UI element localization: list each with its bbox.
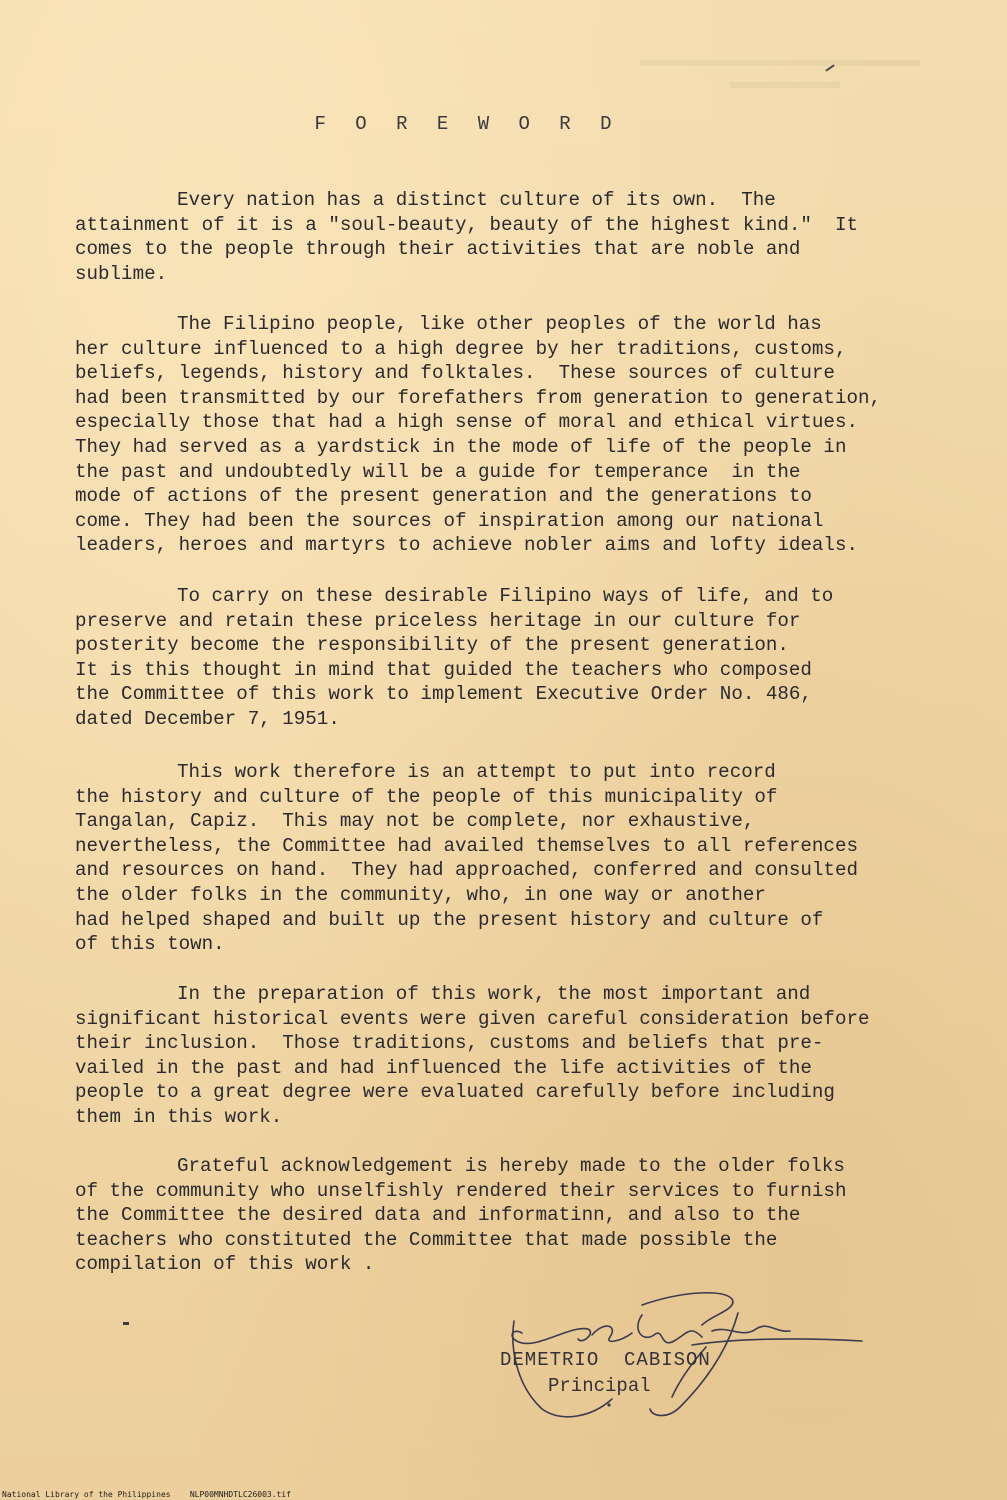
text-line: This work therefore is an attempt to put into record — [177, 761, 776, 783]
text-line: leaders, heroes and martyrs to achieve nobler aims and lofty ideals. — [75, 534, 858, 557]
text-line: attainment of it is a "soul-beauty, beauty of the highest kind." It — [75, 213, 858, 236]
text-line: It is this thought in mind that guided the teachers who composed — [75, 658, 812, 681]
text-line: of this town. — [75, 933, 225, 956]
text-line: come. They had been the sources of inspiration among our national — [75, 509, 824, 532]
text-line: teachers who constituted the Committee that made possible the — [75, 1228, 778, 1251]
text-line: them in this work. — [75, 1105, 283, 1128]
text-line: compilation of this work . — [75, 1253, 375, 1276]
text-line: They had served as a yardstick in the mode of life of the people in — [75, 435, 847, 458]
text-line: Every nation has a distinct culture of its own. The — [177, 189, 776, 211]
text-line: had helped shaped and built up the present history and culture of — [75, 908, 824, 931]
text-line: significant historical events were given careful consideration before — [75, 1007, 870, 1030]
text-line: the older folks in the community, who, in one way or another — [75, 883, 766, 906]
signatory-name: DEMETRIO CABISON — [500, 1349, 711, 1371]
bleed-through-text — [640, 52, 940, 112]
text-line: In the preparation of this work, the most important and — [177, 983, 811, 1005]
paragraph — [75, 188, 945, 286]
text-line: people to a great degree were evaluated carefully before including — [75, 1081, 835, 1104]
paragraph — [75, 584, 945, 732]
paragraph — [75, 1154, 945, 1277]
page-title: F O R E W O R D — [314, 113, 621, 135]
archive-footer: National Library of the Philippines NLP00MNHDTLC26003.tif — [2, 1490, 291, 1499]
paragraph — [75, 982, 945, 1130]
text-line: mode of actions of the present generation and the generations to — [75, 485, 812, 508]
text-line: had been transmitted by our forefathers from generation to generation, — [75, 386, 882, 409]
text-line: her culture influenced to a high degree by her traditions, customs, — [75, 337, 847, 360]
text-line: of the community who unselfishly rendered their services to furnish — [75, 1179, 847, 1202]
text-line: vailed in the past and had influenced the life activities of the — [75, 1056, 812, 1079]
text-line: The Filipino people, like other peoples of the world has — [177, 313, 822, 335]
signatory-title: Principal — [548, 1375, 651, 1397]
text-line: sublime. — [75, 262, 168, 285]
text-line: dated December 7, 1951. — [75, 707, 340, 730]
paragraph — [75, 760, 945, 957]
paragraph — [75, 312, 945, 558]
text-line: nevertheless, the Committee had availed themselves to all references — [75, 834, 858, 857]
text-line: the past and undoubtedly will be a guide for temperance in the — [75, 460, 801, 483]
text-line: especially those that had a high sense of moral and ethical virtues. — [75, 411, 858, 434]
text-line: To carry on these desirable Filipino ways of life, and to — [177, 585, 834, 607]
stray-mark — [123, 1322, 129, 1325]
text-line: their inclusion. Those traditions, customs and beliefs that pre- — [75, 1032, 824, 1055]
text-line: the history and culture of the people of this municipality of — [75, 785, 778, 808]
text-line: posterity become the responsibility of the present generation. — [75, 634, 789, 657]
text-line: and resources on hand. They had approached, conferred and consulted — [75, 859, 858, 882]
text-line: Grateful acknowledgement is hereby made to the older folks — [177, 1155, 845, 1177]
text-line: the Committee the desired data and informatinn, and also to the — [75, 1204, 801, 1227]
text-line: preserve and retain these priceless heritage in our culture for — [75, 609, 801, 632]
text-line: comes to the people through their activities that are noble and — [75, 238, 801, 261]
text-line: beliefs, legends, history and folktales. These sources of culture — [75, 362, 835, 385]
signature-block — [492, 1285, 872, 1425]
text-line: Tangalan, Capiz. This may not be complete, nor exhaustive, — [75, 810, 755, 833]
text-line: the Committee of this work to implement Executive Order No. 486, — [75, 683, 812, 706]
